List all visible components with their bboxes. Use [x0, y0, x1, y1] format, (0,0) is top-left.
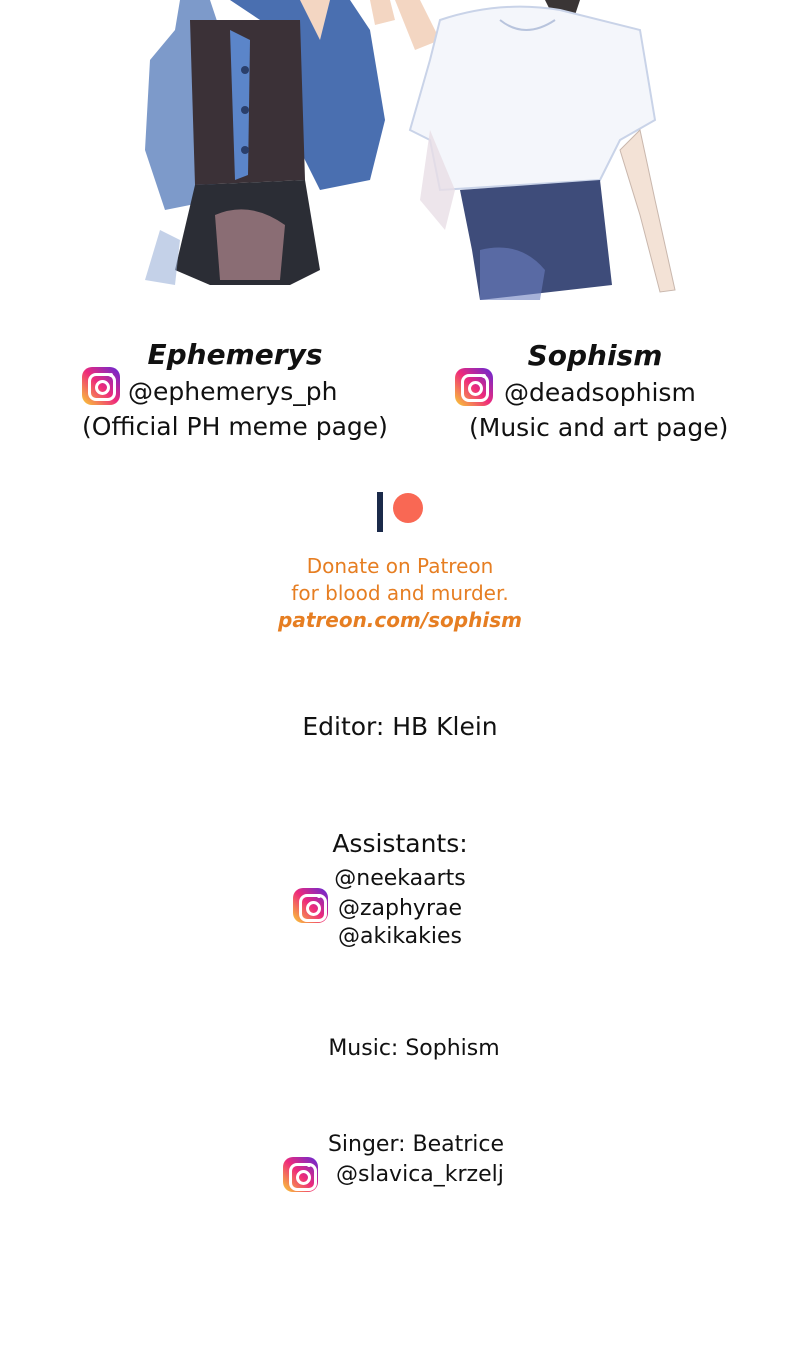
cover-illustration	[0, 0, 800, 310]
creator-desc-ephemerys: (Official PH meme page)	[82, 412, 388, 441]
instagram-icon	[82, 367, 120, 405]
left-figure	[145, 0, 395, 285]
assistant-handle-zaphyrae[interactable]: @zaphyrae	[337, 896, 463, 921]
singer-credit: Singer: Beatrice	[327, 1132, 505, 1157]
creator-handle-sophism[interactable]: @deadsophism	[504, 378, 696, 407]
right-figure	[395, 0, 675, 300]
assistants-title: Assistants:	[332, 829, 468, 858]
music-credit: Music: Sophism	[328, 1036, 500, 1061]
instagram-icon	[283, 1157, 318, 1192]
creator-name-sophism: Sophism	[527, 339, 663, 372]
singer-handle[interactable]: @slavica_krzelj	[336, 1162, 504, 1187]
patreon-text-line2: for blood and murder.	[291, 581, 509, 605]
assistant-handle-akikakies[interactable]: @akikakies	[337, 924, 463, 949]
creator-desc-sophism: (Music and art page)	[469, 413, 729, 442]
creator-name-ephemerys: Ephemerys	[147, 338, 323, 371]
instagram-icon	[455, 368, 493, 406]
patreon-link[interactable]: patreon.com/sophism	[278, 608, 522, 632]
creator-handle-ephemerys[interactable]: @ephemerys_ph	[128, 377, 338, 406]
editor-credit: Editor: HB Klein	[302, 712, 498, 741]
assistant-handle-neekaarts[interactable]: @neekaarts	[334, 866, 466, 891]
patreon-text-line1: Donate on Patreon	[306, 554, 494, 578]
patreon-logo[interactable]	[375, 488, 427, 534]
